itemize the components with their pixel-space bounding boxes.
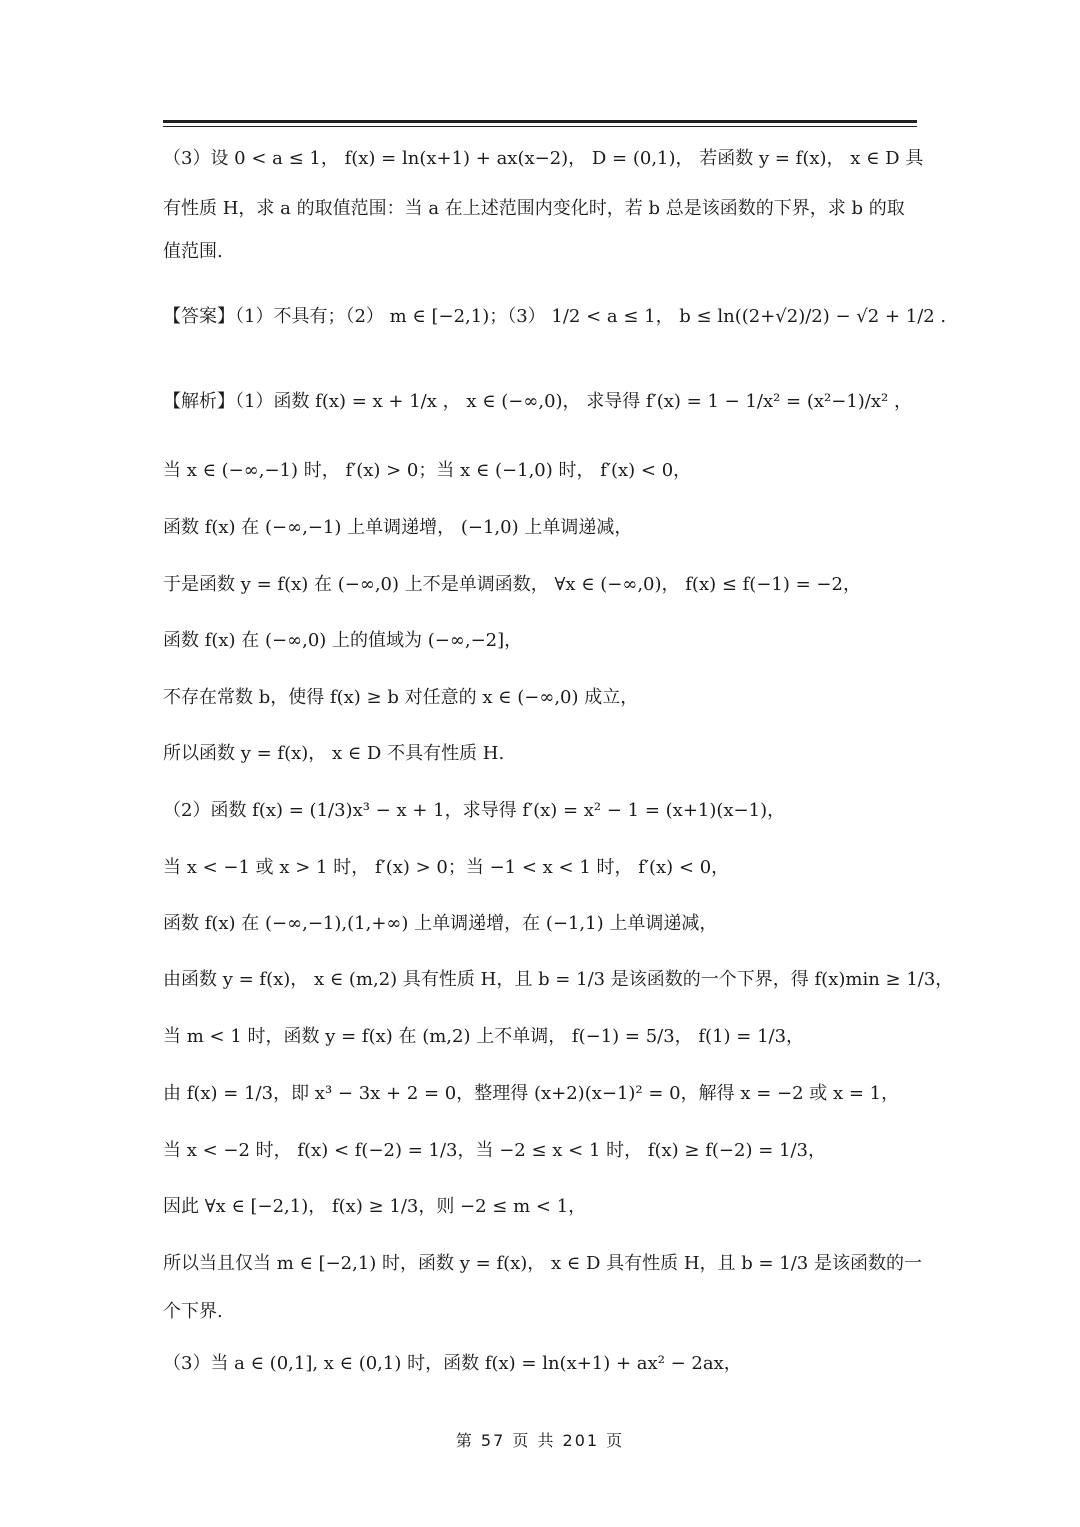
page-number-footer: 第 57 页 共 201 页 xyxy=(455,1431,625,1450)
text-line: （3）设 0 < a ≤ 1， f(x) = ln(x+1) + ax(x−2)， D = (0,1)， 若函数 y = f(x)， x ∈ D 具 xyxy=(163,148,924,169)
text-line: 当 x < −2 时， f(x) < f(−2) = 1/3，当 −2 ≤ x < 1 时， f(x) ≥ f(−2) = 1/3， xyxy=(163,1140,826,1161)
text-line: 不存在常数 b，使得 f(x) ≥ b 对任意的 x ∈ (−∞,0) 成立， xyxy=(163,687,639,708)
text-line: 因此 ∀x ∈ [−2,1)， f(x) ≥ 1/3，则 −2 ≤ m < 1， xyxy=(163,1196,587,1217)
header-rule-thick xyxy=(163,120,917,123)
text-line: 当 x < −1 或 x > 1 时， f′(x) > 0；当 −1 < x < 1 时， f′(x) < 0， xyxy=(163,857,730,878)
text-line: 于是函数 y = f(x) 在 (−∞,0) 上不是单调函数， ∀x ∈ (−∞,0)， f(x) ≤ f(−1) = −2， xyxy=(163,574,861,595)
text-line: 个下界. xyxy=(163,1301,223,1322)
text-line: 由 f(x) = 1/3，即 x³ − 3x + 2 = 0，整理得 (x+2)(x−1)² = 0，解得 x = −2 或 x = 1， xyxy=(163,1083,900,1104)
text-line: 函数 f(x) 在 (−∞,0) 上的值域为 (−∞,−2]， xyxy=(163,630,523,651)
text-line: 所以当且仅当 m ∈ [−2,1) 时，函数 y = f(x)， x ∈ D 具有性质 H，且 b = 1/3 是该函数的一 xyxy=(163,1253,922,1274)
analysis-line: 【解析】（1）函数 f(x) = x + 1/x ， x ∈ (−∞,0)， 求导得 f′(x) = 1 − 1/x² = (x²−1)/x² ， xyxy=(163,391,912,412)
answer-line: 【答案】（1）不具有；（2） m ∈ [−2,1)；（3） 1/2 < a ≤ 1， b ≤ ln((2+√2)/2) − √2 + 1/2 . xyxy=(163,306,947,327)
text-line: 当 x ∈ (−∞,−1) 时， f′(x) > 0；当 x ∈ (−1,0) 时， f′(x) < 0， xyxy=(163,460,692,481)
text-line: （3）当 a ∈ (0,1], x ∈ (0,1) 时，函数 f(x) = ln(x+1) + ax² − 2ax， xyxy=(163,1353,742,1374)
text-line: 由函数 y = f(x)， x ∈ (m,2) 具有性质 H，且 b = 1/3 是该函数的一个下界，得 f(x)min ≥ 1/3， xyxy=(163,969,954,990)
text-line: 值范围. xyxy=(163,241,223,262)
text-line: 有性质 H，求 a 的取值范围：当 a 在上述范围内变化时，若 b 总是该函数的下界，求 b 的取 xyxy=(163,198,905,219)
text-line: （2）函数 f(x) = (1/3)x³ − x + 1，求导得 f′(x) = x² − 1 = (x+1)(x−1)， xyxy=(163,800,786,821)
text-line: 当 m < 1 时，函数 y = f(x) 在 (m,2) 上不单调， f(−1) = 5/3， f(1) = 1/3， xyxy=(163,1026,805,1047)
text-line: 函数 f(x) 在 (−∞,−1) 上单调递增， (−1,0) 上单调递减， xyxy=(163,517,633,538)
text-line: 函数 f(x) 在 (−∞,−1),(1,+∞) 上单调递增，在 (−1,1) 上单调递减， xyxy=(163,913,718,934)
header-rule-thin xyxy=(163,126,917,127)
text-line: 所以函数 y = f(x)， x ∈ D 不具有性质 H. xyxy=(163,743,505,764)
